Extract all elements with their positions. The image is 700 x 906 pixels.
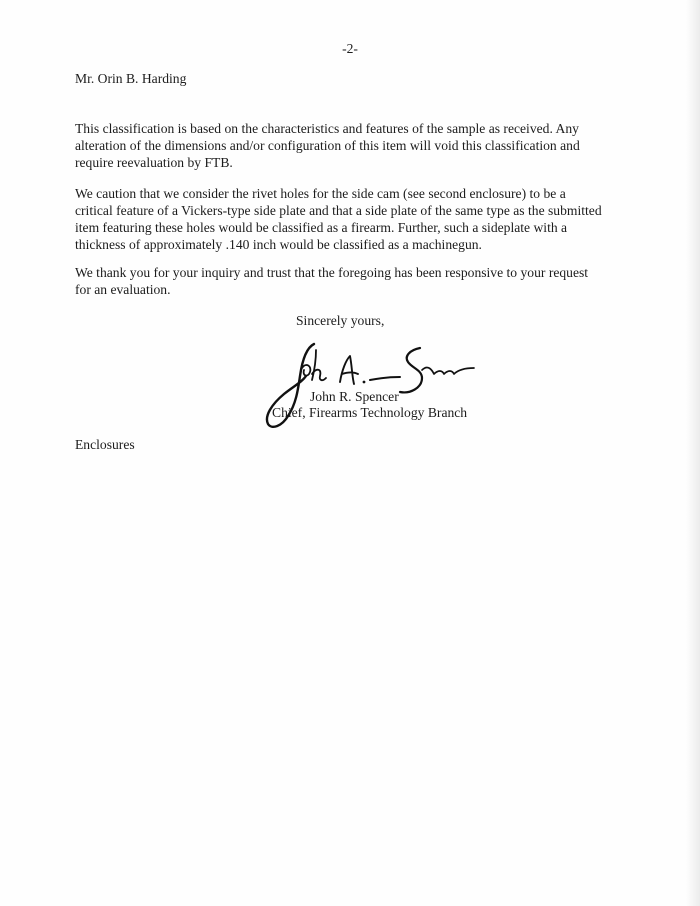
paragraph-classification (75, 120, 635, 171)
paragraph-line: thickness of approximately .140 inch would be classified as a machinegun. (75, 237, 482, 252)
paragraph-line: We thank you for your inquiry and trust that the foregoing has been responsive to your request (75, 265, 589, 280)
paragraph-line: require reevaluation by FTB. (75, 155, 233, 170)
scan-edge-shadow (686, 0, 700, 906)
paragraph-line: item featuring these holes would be classified as a firearm. Further, such a sideplate with a (75, 220, 568, 235)
paragraph-line: This classification is based on the characteristics and features of the sample as received. Any (75, 121, 579, 136)
signer-title: Chief, Firearms Technology Branch (272, 405, 468, 420)
enclosures-note: Enclosures (75, 437, 135, 452)
paragraph-line: for an evaluation. (75, 282, 171, 297)
page-number: -2- (342, 41, 358, 56)
paragraph-caution (75, 185, 635, 253)
paragraph-thanks (75, 264, 635, 298)
handwritten-signature (262, 330, 482, 440)
paragraph-line: We caution that we consider the rivet holes for the side cam (see second enclosure) to be a (75, 186, 566, 201)
signer-name: John R. Spencer (310, 389, 399, 404)
addressee: Mr. Orin B. Harding (75, 71, 187, 86)
closing: Sincerely yours, (296, 313, 385, 328)
paragraph-line: critical feature of a Vickers-type side plate and that a side plate of the same type as the submitted (75, 203, 602, 218)
paragraph-line: alteration of the dimensions and/or configuration of this item will void this classification and (75, 138, 580, 153)
